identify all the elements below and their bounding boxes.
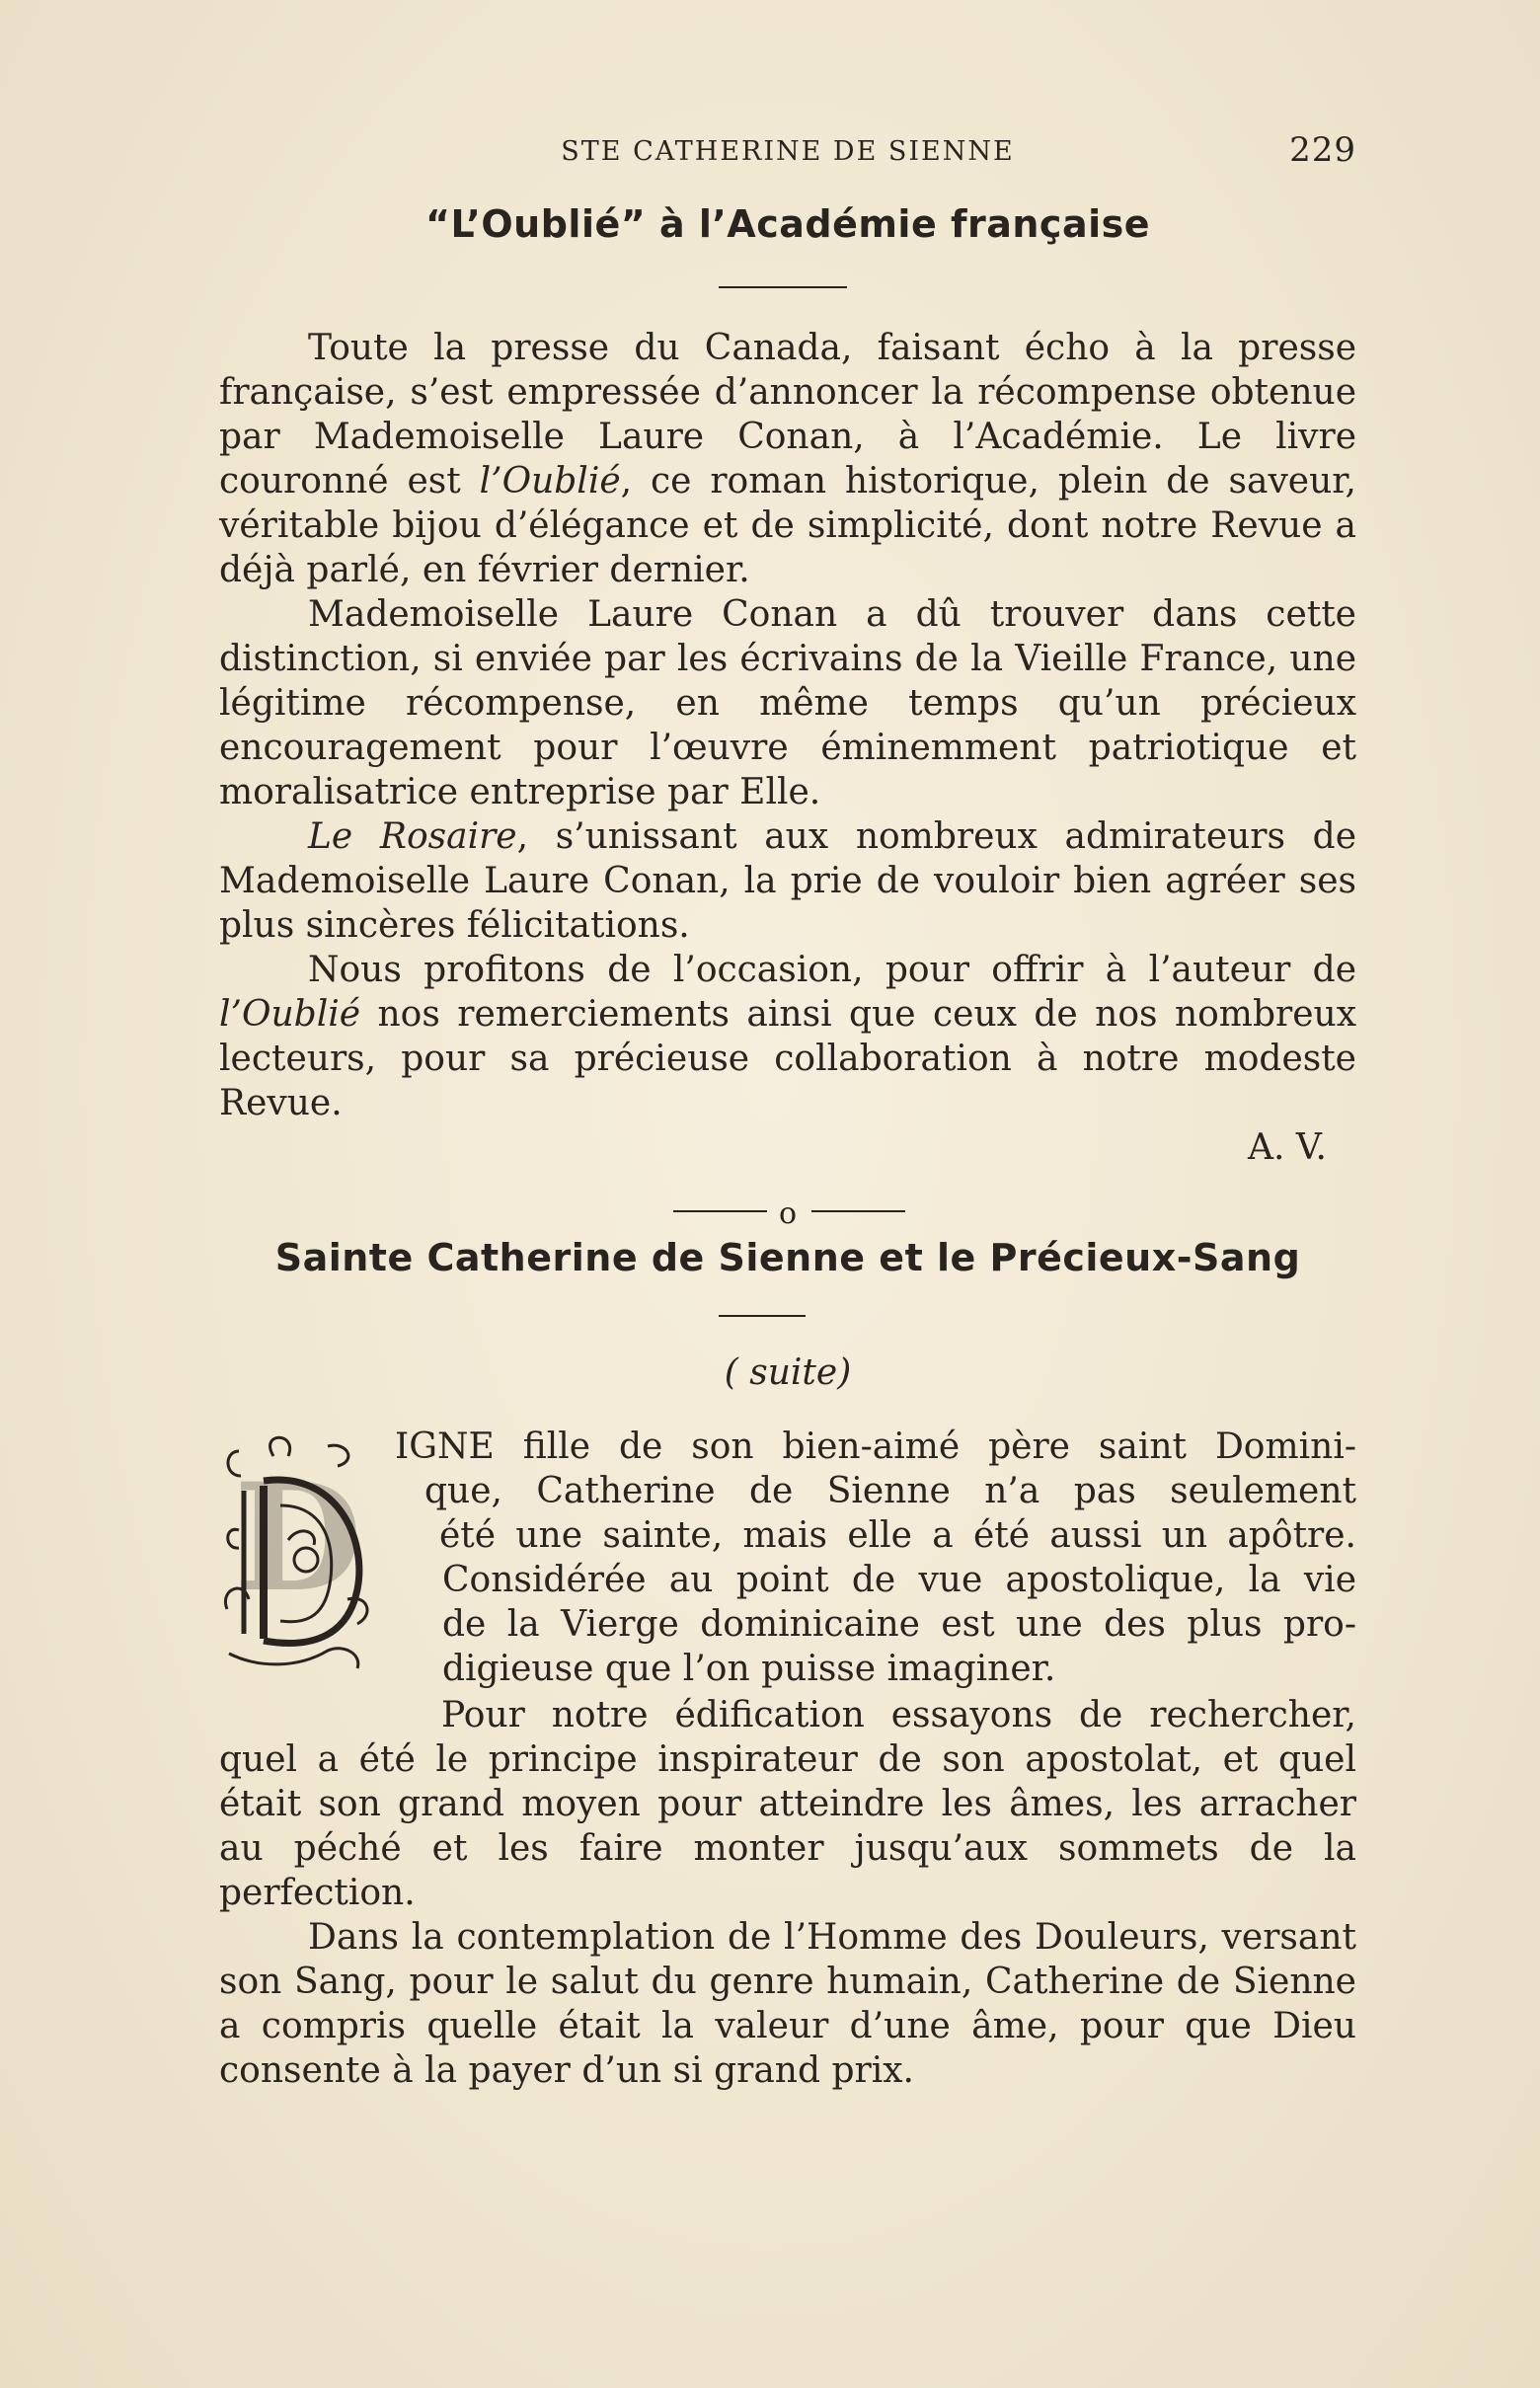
article-subtitle xyxy=(219,1352,1356,1393)
paragraph-text: , ce roman historique, plein de saveur, véritable bijou d’élégance et de simplicité, dont notre Revue a déjà parlé, en février dernier. xyxy=(219,461,1356,590)
book-title: l’Oublié xyxy=(479,461,621,501)
subtitle-paren: ( xyxy=(724,1352,738,1393)
page-number: 229 xyxy=(1289,130,1356,170)
paragraph: Mademoiselle Laure Conan a dû trouver dans cette distinction, si enviée par les écrivains de la Vieille France, une légitime récompense, en même temps qu’un précieux encouragement pour l’œuvre éminemment patriotique et moralisatrice entreprise par Elle. xyxy=(219,594,1356,812)
running-head-title: STE CATHERINE DE SIENNE xyxy=(561,136,1015,167)
title-rule xyxy=(719,1315,806,1317)
separator-rule-right xyxy=(811,1210,905,1212)
separator-circle: o xyxy=(778,1196,798,1231)
ornamental-dropcap-d xyxy=(219,1431,377,1678)
paragraph-text: Toute la presse du Canada, faisant écho à la presse française, s’est empressée d’annoncer la récompense obtenue par Mademoiselle Laure Conan, à l’Académie. Le livre couronné est xyxy=(219,328,1356,501)
paragraph xyxy=(219,326,1356,592)
paragraph xyxy=(219,948,1356,1125)
dropcap-line: que, Catherine de Sienne n’a pas seulement xyxy=(424,1471,1356,1511)
article-body-continued xyxy=(219,1693,1356,2093)
dropcap-line: Considérée au point de vue apostolique, la vie xyxy=(442,1560,1356,1600)
dropcap-letter: D xyxy=(233,1451,363,1625)
running-head xyxy=(219,130,1356,176)
article-title: Sainte Catherine de Sienne et le Précieux-Sang xyxy=(274,1236,1301,1279)
paragraph: Dans la contemplation de l’Homme des Douleurs, versant son Sang, pour le salut du genre humain, Catherine de Sienne a compris quelle était la valeur d’une âme, pour que Dieu consente à la payer d’un si grand prix. xyxy=(219,1917,1356,2091)
signature: A. V. xyxy=(1247,1127,1327,1168)
paragraph xyxy=(219,814,1356,948)
subtitle-paren: ) xyxy=(837,1352,852,1393)
title-rule xyxy=(719,286,847,288)
paragraph-text: nos remerciements ainsi que ceux de nos nombreux lecteurs, pour sa précieuse collaboration à notre modeste Revue. xyxy=(219,994,1356,1123)
separator-rule-left xyxy=(673,1210,767,1212)
dropcap-line: été une sainte, mais elle a été aussi un apôtre. xyxy=(439,1515,1356,1556)
section-separator xyxy=(219,1194,1356,1234)
book-title: l’Oublié xyxy=(219,994,361,1035)
article-body xyxy=(219,326,1356,1170)
dropcap-line: de la Vierge dominicaine est une des plus pro- xyxy=(442,1604,1356,1645)
dropcap-line: IGNE fille de son bien-aimé père saint Domini- xyxy=(395,1426,1356,1467)
paragraph-text: Nous profitons de l’occasion, pour offrir à l’auteur de xyxy=(308,950,1356,990)
paragraph-text: , s’unissant aux nombreux admirateurs de Mademoiselle Laure Conan, la prie de vouloir bien agréer ses plus sincères félicitations. xyxy=(219,816,1356,946)
article-title: “L’Oublié” à l’Académie française xyxy=(424,202,1151,246)
revue-title: Le Rosaire xyxy=(308,816,517,857)
paragraph: Pour notre édification essayons de rechercher, quel a été le principe inspirateur de son apostolat, et quel était son grand moyen pour atteindre les âmes, les arracher au péché et les faire monter jusqu’aux sommets de la perfection. xyxy=(219,1695,1356,1913)
dropcap-line: digieuse que l’on puisse imaginer. xyxy=(442,1649,1056,1689)
subtitle-text: suite xyxy=(749,1352,838,1393)
